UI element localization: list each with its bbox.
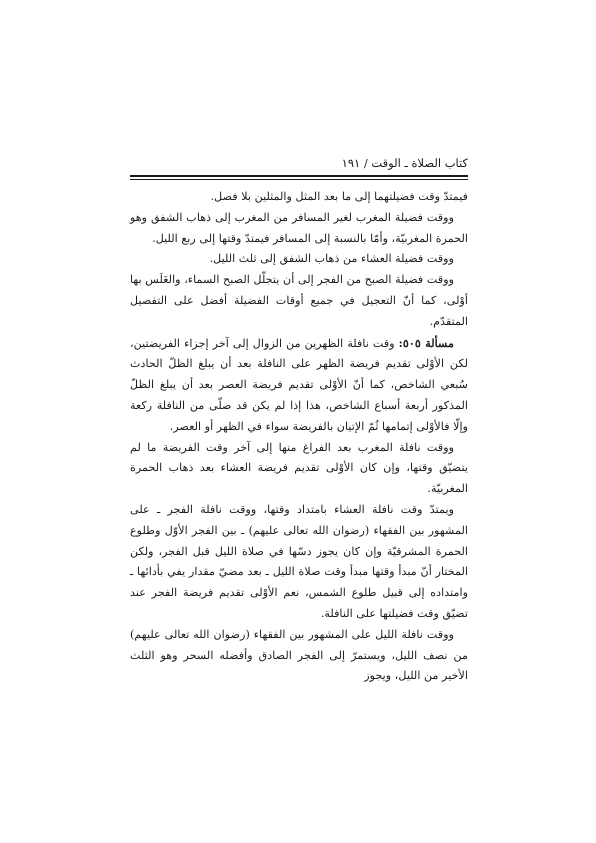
paragraph-6: ووقت نافلة المغرب بعد الفراغ منها إلى آخر وقت الفريضة ما لم يتضيّق وقتها، وإن كان الأوْلى تقديم فريضة العشاء بعد ذهاب الحمرة المغربيّة. [130,440,468,496]
paragraph-3: ووقت فضيلة العشاء من ذهاب الشفق إلى ثلث الليل. [209,252,454,266]
paragraph-2: ووقت فضيلة المغرب لغير المسافر من المغرب إلى ذهاب الشفق وهو الحمرة المغربيّة، وأمّا بالنسبة إلى المسافر فيمتدّ وقتها إلى ربع الليل. [130,210,468,245]
header-rule-thin [130,179,468,180]
issue-text: وقت نافلة الظهرين من الزوال إلى آخر إجزاء الفريضتين، لكن الأوْلى تقديم فريضة الظهر على النافلة بعد أن يبلغ الظلّ الحادث سُبعي الشاخص، كما أنّ الأوْلى تقديم فريضة العصر بعد أن يبلغ الظلّ المذكور أربعة أسباع الشاخص، هذا إذا لم يكن قد صلّى من النافلة ركعة وإلّا فالأوْلى إتمامها ثُمّ الإتيان بالفريضة سواء في الظهر أو العصر. [130,336,468,433]
header-rule-thick [130,175,468,177]
running-header: كتاب الصلاة ـ الوقت / ١٩١ [341,156,468,170]
body-text [130,187,468,687]
issue-number-label: مسألة ٥٠٥: [398,335,454,350]
paragraph-4: ووقت فضيلة الصبح من الفجر إلى أن يتجلّل الصبح السماء، والغَلَس بها أوْلى، كما أنّ التعجيل في جميع أوقات الفضيلة أفضل على التفصيل المتقدّم. [130,273,468,328]
paragraph-5 [130,333,468,438]
paragraph-1: فيمتدّ وقت فضيلتهما إلى ما بعد المثل والمثلين بلا فصل. [210,190,468,203]
paragraph-8: ووقت نافلة الليل على المشهور بين الفقهاء (رضوان الله تعالى عليهم) من نصف الليل، ويستمرّ إلى الفجر الصادق وأفضله السحر وهو الثلث الأخير من الليل، ويجوز [130,627,468,683]
paragraph-7: ويمتدّ وقت نافلة العشاء بامتداد وقتها، ووقت نافلة الفجر ـ على المشهور بين الفقهاء (رضوان الله تعالى عليهم) ـ بين الفجر الأوّل وطلوع الحمرة المشرقيّة وإن كان يجوز دسّها في صلاة الليل قبل الفجر، ولكن المختار أنّ مبدأ وقتها مبدأ وقت صلاة الليل ـ بعد مضيّ مقدار يفي بأدائها ـ وامتداده إلى قبيل طلوع الشمس، نعم الأوْلى تقديم فريضة الفجر عند تضيّق وقت فضيلتها على النافلة. [130,502,468,620]
